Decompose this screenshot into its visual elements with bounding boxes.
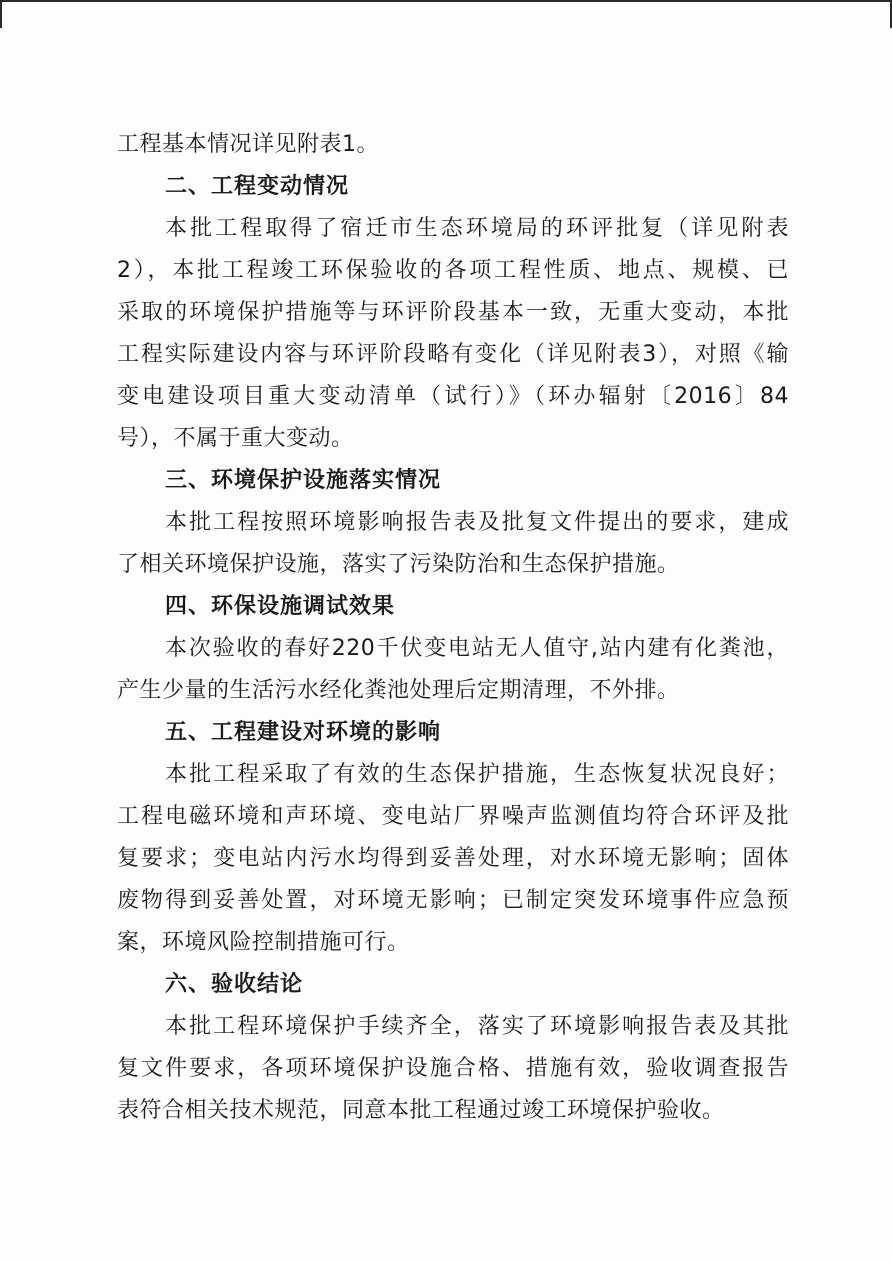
section-heading: 六、验收结论 [165,972,304,997]
paragraph-line: 变电建设项目重大变动清单（试行）》（环办辐射〔2016〕84 [117,384,789,409]
paragraph-line: 复文件要求，各项环境保护设施合格、措施有效，验收调查报告 [117,1056,789,1081]
intro-line: 工程基本情况详见附表1。 [117,132,379,157]
document-body [117,124,789,1132]
paragraph-line: 本批工程按照环境影响报告表及批复文件提出的要求，建成 [165,510,789,535]
paragraph-line: 2），本批工程竣工环保验收的各项工程性质、地点、规模、已 [117,258,789,283]
scan-border-left [0,0,2,28]
paragraph-line: 表符合相关技术规范，同意本批工程通过竣工环境保护验收。 [117,1098,725,1123]
paragraph-line: 案，环境风险控制措施可行。 [117,930,410,955]
paragraph-line: 复要求；变电站内污水均得到妥善处理，对水环境无影响；固体 [117,846,789,871]
paragraph-line: 本次验收的春好220千伏变电站无人值守,站内建有化粪池， [165,636,789,661]
section-heading: 四、环保设施调试效果 [165,594,396,619]
section-heading: 三、环境保护设施落实情况 [165,468,442,493]
paragraph-line: 本批工程取得了宿迁市生态环境局的环评批复（详见附表 [165,216,789,241]
paragraph-line: 采取的环境保护措施等与环评阶段基本一致，无重大变动，本批 [117,300,789,325]
section-heading: 五、工程建设对环境的影响 [165,720,442,745]
paragraph-line: 废物得到妥善处置，对环境无影响；已制定突发环境事件应急预 [117,888,789,913]
paragraph-line: 工程实际建设内容与环评阶段略有变化（详见附表3），对照《输 [117,342,789,367]
section-heading: 二、工程变动情况 [165,174,350,199]
paragraph-line: 本批工程采取了有效的生态保护措施，生态恢复状况良好； [165,762,789,787]
paragraph-line: 了相关环境保护设施，落实了污染防治和生态保护措施。 [117,552,680,577]
paragraph-line: 产生少量的生活污水经化粪池处理后定期清理，不外排。 [117,678,680,703]
paragraph-line: 工程电磁环境和声环境、变电站厂界噪声监测值均符合环评及批 [117,804,789,829]
paragraph-line: 号），不属于重大变动。 [117,426,354,451]
paragraph-line: 本批工程环境保护手续齐全，落实了环境影响报告表及其批 [165,1014,789,1039]
scan-border-top [0,0,892,2]
